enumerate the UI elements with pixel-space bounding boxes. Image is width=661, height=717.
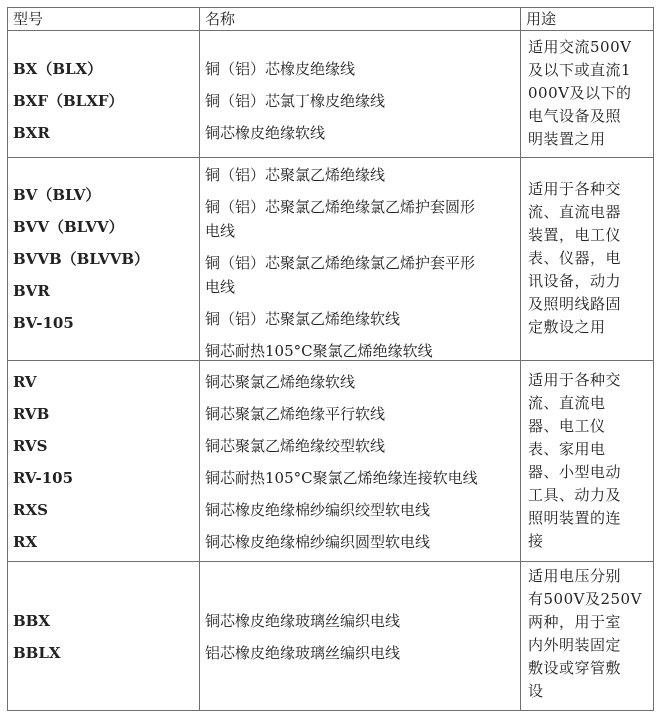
wire-name-continued: 电线 [205, 278, 236, 296]
wire-name: 铜（铝）芯聚氯乙烯绝缘软线 [205, 310, 401, 328]
group-1-use [521, 31, 653, 157]
model-code: BBLX [13, 644, 61, 662]
model-code: RVS [13, 437, 48, 455]
use-line: 及以下或直流1 [528, 61, 632, 79]
use-line: 流、直流电 [528, 394, 606, 412]
wire-name: 铜（铝）芯聚氯乙烯绝缘线 [205, 166, 386, 184]
model-code: RVB [13, 405, 50, 423]
model-code: BX（BLX） [13, 60, 103, 78]
model-code: BVR [13, 282, 50, 300]
model-code: RV-105 [13, 469, 74, 487]
wire-name: 铜（铝）芯氯丁橡皮绝缘线 [205, 92, 386, 110]
wire-name: 铜（铝）芯聚氯乙烯绝缘氯乙烯护套平形 [205, 254, 476, 272]
use-line: 器、小型电动 [528, 463, 622, 481]
group-3-use [521, 361, 653, 561]
wire-name: 铝芯橡皮绝缘玻璃丝编织电线 [205, 644, 401, 662]
use-line: 敷设或穿管敷 [528, 659, 622, 677]
wire-name: 铜芯橡皮绝缘软线 [205, 124, 326, 142]
model-code: BXR [13, 124, 50, 142]
use-line: 有500V及250V [528, 590, 642, 608]
use-line: 器、电工仪 [528, 417, 606, 435]
use-line: 000V及以下的 [528, 84, 632, 102]
wire-name: 铜（铝）芯橡皮绝缘线 [205, 60, 356, 78]
model-code: BXF（BLXF） [13, 92, 124, 110]
model-code: RX [13, 533, 38, 551]
model-code: RV [13, 373, 37, 391]
use-line: 流、直流电器 [528, 203, 622, 221]
use-line: 定敷设之用 [528, 318, 606, 336]
use-line: 装置，电工仪 [528, 226, 622, 244]
group-1-names [200, 31, 520, 157]
model-code: BV-105 [13, 314, 74, 332]
model-code: BBX [13, 612, 50, 630]
group-4-models [8, 562, 199, 710]
model-code: BVV（BLVV） [13, 218, 124, 236]
model-code: BVVB（BLVVB） [13, 250, 150, 268]
group-1-models [8, 31, 199, 157]
group-4-use [521, 562, 653, 710]
use-line: 适用电压分别 [528, 567, 622, 585]
group-3-models [8, 361, 199, 561]
model-code: RXS [13, 501, 48, 519]
use-line: 讯设备，动力 [528, 272, 622, 290]
group-3-names [200, 361, 520, 561]
use-line: 内外明装固定 [528, 636, 622, 654]
wire-name: 铜芯橡皮绝缘棉纱编织绞型软电线 [205, 501, 431, 519]
wire-name: 铜芯聚氯乙烯绝缘绞型软线 [205, 437, 386, 455]
header-model: 型号 [13, 10, 44, 28]
use-line: 明装置之用 [528, 130, 606, 148]
use-line: 两种，用于室 [528, 613, 622, 631]
wire-name: 铜芯聚氯乙烯绝缘平行软线 [205, 405, 386, 423]
group-2-use [521, 158, 653, 360]
wire-name: 铜（铝）芯聚氯乙烯绝缘氯乙烯护套圆形 [205, 198, 476, 216]
group-2-names [200, 158, 520, 360]
use-line: 适用交流500V [528, 38, 632, 56]
use-line: 设 [528, 682, 544, 700]
use-line: 适用于各种交 [528, 371, 622, 389]
use-line: 工具、动力及 [528, 486, 622, 504]
group-2-models [8, 158, 199, 360]
use-line: 电气设备及照 [528, 107, 622, 125]
header-use: 用途 [526, 10, 557, 28]
wire-name: 铜芯橡皮绝缘玻璃丝编织电线 [205, 612, 401, 630]
wire-name: 铜芯耐热105°C聚氯乙烯绝缘连接软电线 [205, 469, 478, 487]
use-line: 表、仪器，电 [528, 249, 622, 267]
header-name: 名称 [205, 10, 236, 28]
wire-name: 铜芯聚氯乙烯绝缘软线 [205, 373, 356, 391]
model-code: BV（BLV） [13, 186, 101, 204]
wire-name: 铜芯耐热105°C聚氯乙烯绝缘软线 [205, 342, 433, 360]
wire-spec-table [7, 7, 654, 711]
group-4-names [200, 562, 520, 710]
table-border-bottom [7, 710, 654, 711]
wire-name: 铜芯橡皮绝缘棉纱编织圆型软电线 [205, 533, 431, 551]
table-border-right [653, 7, 654, 711]
use-line: 适用于各种交 [528, 180, 622, 198]
wire-name-continued: 电线 [205, 222, 236, 240]
use-line: 及照明线路固 [528, 295, 622, 313]
use-line: 接 [528, 532, 544, 550]
use-line: 表、家用电 [528, 440, 606, 458]
use-line: 照明装置的连 [528, 509, 622, 527]
